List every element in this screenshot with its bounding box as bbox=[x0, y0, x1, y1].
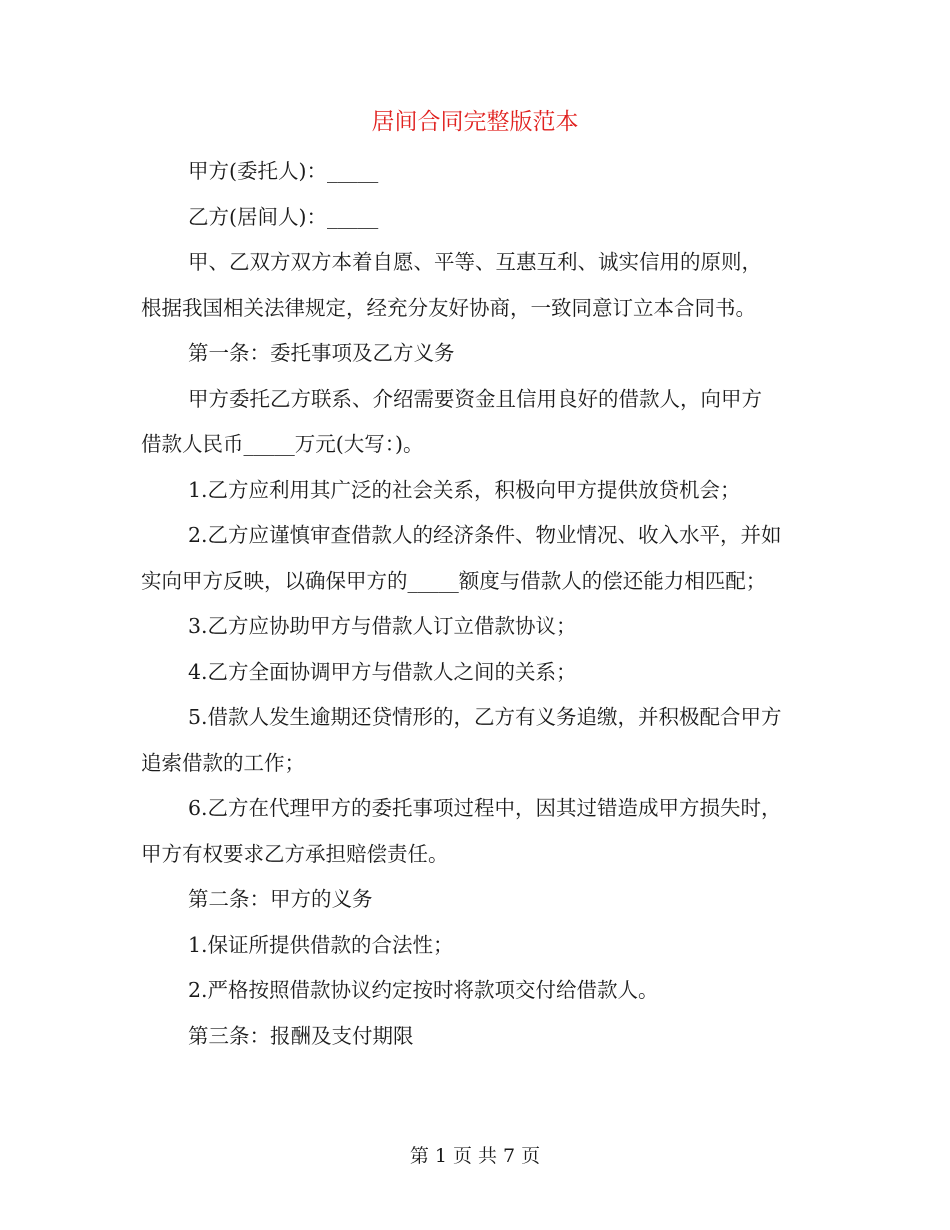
line-clause-4: 4.乙方全面协调甲方与借款人之间的关系； bbox=[188, 659, 577, 684]
document-title: 居间合同完整版范本 bbox=[371, 109, 579, 135]
page-footer: 第 1 页 共 7 页 bbox=[409, 1145, 541, 1167]
document-body bbox=[141, 149, 813, 1059]
line-preamble-2: 根据我国相关法律规定，经充分友好协商，一致同意订立本合同书。 bbox=[141, 295, 756, 320]
line-article-1-para-1: 甲方委托乙方联系、介绍需要资金且信用良好的借款人，向甲方 bbox=[188, 386, 762, 411]
line-article-2-clause-1: 1.保证所提供借款的合法性； bbox=[188, 932, 454, 957]
line-clause-6b: 甲方有权要求乙方承担赔偿责任。 bbox=[141, 841, 449, 866]
line-clause-5b: 追索借款的工作； bbox=[141, 750, 305, 775]
line-article-3-heading: 第三条：报酬及支付期限 bbox=[188, 1023, 414, 1048]
line-article-2-clause-2: 2.严格按照借款协议约定按时将款项交付给借款人。 bbox=[188, 978, 659, 1002]
line-clause-5a: 5.借款人发生逾期还贷情形的，乙方有义务追缴，并积极配合甲方 bbox=[188, 705, 782, 729]
line-party-b: 乙方(居间人)：_____ bbox=[188, 204, 379, 229]
line-clause-1: 1.乙方应利用其广泛的社会关系，积极向甲方提供放贷机会； bbox=[188, 477, 741, 502]
line-clause-2a: 2.乙方应谨慎审查借款人的经济条件、物业情况、收入水平，并如 bbox=[188, 523, 782, 547]
line-article-1-para-2: 借款人民币_____万元(大写：)。 bbox=[141, 432, 424, 456]
line-clause-2b: 实向甲方反映，以确保甲方的_____额度与借款人的偿还能力相匹配； bbox=[141, 568, 767, 593]
line-clause-3: 3.乙方应协助甲方与借款人订立借款协议； bbox=[188, 614, 577, 638]
line-preamble-1: 甲、乙双方双方本着自愿、平等、互惠互利、诚实信用的原则， bbox=[188, 250, 762, 274]
line-clause-6a: 6.乙方在代理甲方的委托事项过程中，因其过错造成甲方损失时， bbox=[188, 796, 782, 820]
line-party-a: 甲方(委托人)：_____ bbox=[188, 159, 379, 183]
line-article-2-heading: 第二条：甲方的义务 bbox=[188, 887, 373, 911]
line-article-1-heading: 第一条：委托事项及乙方义务 bbox=[188, 341, 455, 365]
